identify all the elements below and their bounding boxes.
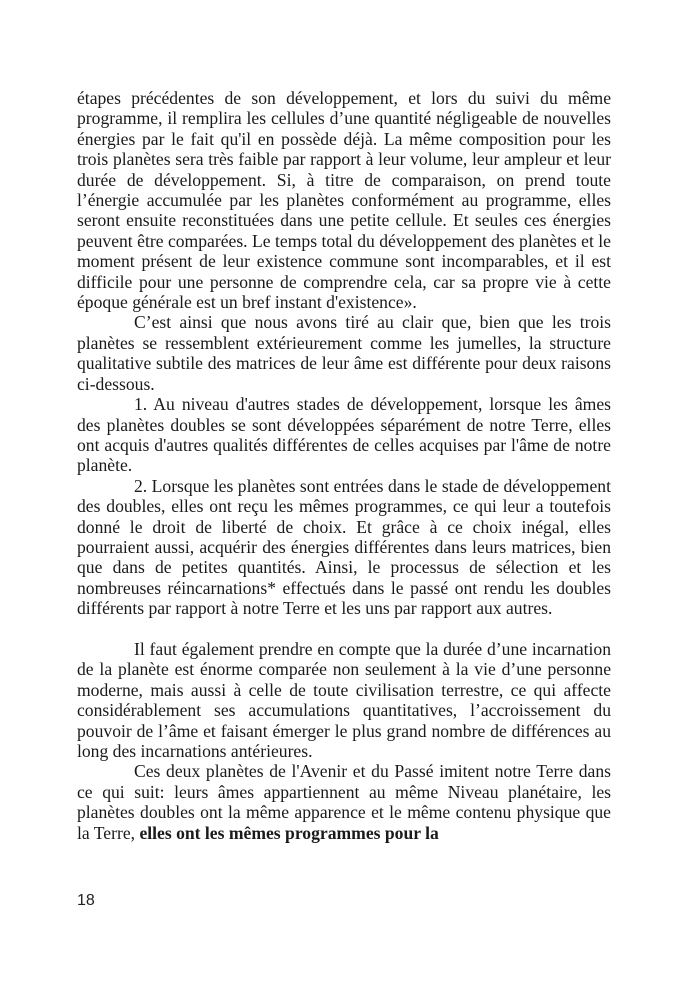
paragraph-reason-2: 2. Lorsque les planètes sont entrées dans le stade de développement des doubles, elles ont reçu les mêmes programmes, ce qui leur a toutefois donné le droit de liberté de choix. Et grâce à ce choix inégal, elles pourraient aussi, acquérir des énergies différentes dans leurs matrices, bien que dans de petites quantités. Ainsi, le processus de sélection et les nombreuses réincarnations* effectués dans le passé ont rendu les doubles différents par rapport à notre Terre et les uns par rapport aux autres. (77, 475, 611, 619)
bold-emphasis: elles ont les mêmes programmes pour la (139, 822, 439, 843)
paragraph-continuation: étapes précédentes de son développement, et lors du suivi du même programme, il remplira les cellules d’une quantité négligeable de nouvelles énergies par le fait qu'il en possède déjà. La même composition pour les trois planètes sera très faible par rapport à leur volume, leur ampleur et leur durée de développement. Si, à titre de comparaison, on prend toute l’énergie accumulée par les planètes conformément au programme, elles seront ensuite reconstituées dans une petite cellule. Et seules ces énergies peuvent être comparées. Le temps total du développement des planètes et le moment présent de leur existence commune sont incomparables, et il est difficile pour une personne de comprendre cela, car sa propre vie à cette époque générale est un bref instant d'existence». (77, 88, 611, 313)
paragraph-spacer (77, 619, 611, 639)
paragraph-twin-planets: C’est ainsi que nous avons tiré au clair que, bien que les trois planètes se ressemblent extérieurement comme les jumelles, la structure qualitative subtile des matrices de leur âme est différente pour deux raisons ci-dessous. (77, 312, 611, 394)
paragraph-incarnation-duration: Il faut également prendre en compte que la durée d’une incarnation de la planète est énorme comparée non seulement à la vie d’une personne moderne, mais aussi à celle de toute civilisation terrestre, ce qui affecte considérablement ses accumulations quantitatives, l’accroissement du pouvoir de l’âme et faisant émerger le plus grand nombre de différences au long des incarnations antérieures. (77, 638, 611, 761)
paragraph-future-past-planets (77, 761, 611, 843)
page-number: 18 (77, 892, 95, 909)
document-page-body (77, 88, 611, 843)
paragraph-text: Ces deux planètes de l'Avenir et du Passé imitent notre Terre dans ce qui suit: leurs âmes appartiennent au même Niveau planétaire, les planètes doubles ont la même apparence et le même contenu physique que la Terre, (77, 761, 611, 843)
paragraph-reason-1: 1. Au niveau d'autres stades de développement, lorsque les âmes des planètes doubles se sont développées séparément de notre Terre, elles ont acquis d'autres qualités différentes de celles acquises par l'âme de notre planète. (77, 394, 611, 476)
